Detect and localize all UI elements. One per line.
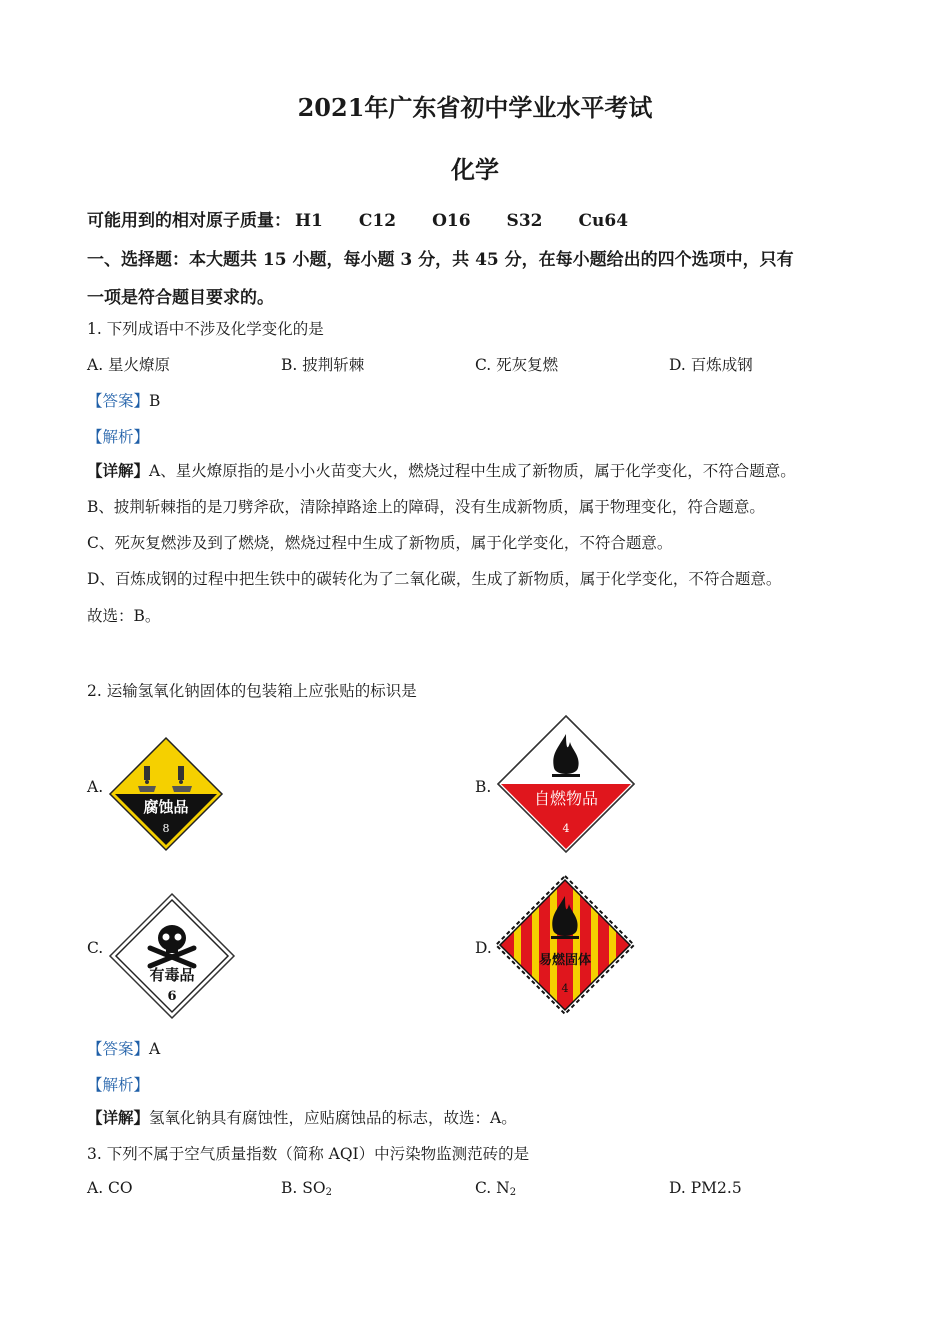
- sign-label: 易燃固体: [538, 953, 592, 968]
- sign-label: 自燃物品: [533, 789, 599, 808]
- q3-option-d: D. PM2.5: [669, 1179, 742, 1197]
- atomic-mass-item: O16: [432, 211, 471, 231]
- q1-detail-line: 故选：B。: [87, 607, 161, 625]
- sign-label: 腐蚀品: [143, 798, 189, 816]
- q2-answer: [87, 1037, 160, 1059]
- q3-option-b: [281, 1179, 332, 1198]
- answer-value: B: [149, 392, 161, 410]
- sign-label: 有毒品: [149, 966, 195, 984]
- q2-detail-line: [87, 1106, 517, 1128]
- atomic-mass-item: Cu64: [578, 211, 629, 231]
- answer-tag: 【答案】: [87, 1040, 150, 1058]
- q1-detail-line: D、百炼成钢的过程中把生铁中的碳转化为了二氧化碳，生成了新物质，属于化学变化，不符合题意。: [87, 570, 782, 588]
- q1-detail-line: C、死灰复燃涉及到了燃烧，燃烧过程中生成了新物质，属于化学变化，不符合题意。: [87, 534, 673, 552]
- q1-analysis-tag: 【解析】: [87, 428, 150, 446]
- atomic-mass-line: [87, 206, 664, 231]
- subject-title: 化学: [451, 155, 499, 184]
- q1-detail-line: [87, 459, 796, 481]
- q3-option-a: A. CO: [87, 1179, 133, 1197]
- atomic-mass-item: C12: [358, 211, 397, 231]
- q3-option-c: [475, 1179, 516, 1198]
- q2-stem: 2. 运输氢氧化钠固体的包装箱上应张贴的标识是: [87, 682, 417, 700]
- q2-option-b-letter: B.: [475, 778, 492, 796]
- atomic-mass-label: 可能用到的相对原子质量：: [87, 211, 291, 231]
- section-heading-line2: 一项是符合题目要求的。: [87, 288, 274, 308]
- q1-answer: [87, 389, 160, 411]
- detail-tag: 【详解】: [87, 1108, 150, 1127]
- subscript: 2: [509, 1187, 517, 1198]
- sign-class-number: 6: [167, 989, 177, 1004]
- sign-class-number: 4: [561, 982, 569, 995]
- q2-option-c-letter: C.: [87, 939, 104, 957]
- q1-detail-line: B、披荆斩棘指的是刀劈斧砍，清除掉路途上的障碍，没有生成新物质，属于物理变化，符合题意。: [87, 498, 765, 516]
- subscript: 2: [325, 1187, 332, 1198]
- answer-value: A: [149, 1040, 161, 1058]
- toxic-sign-icon: [108, 892, 236, 1020]
- detail-text: A、星火燎原指的是小小火苗变大火，燃烧过程中生成了新物质，属于化学变化，不符合题意。: [149, 462, 796, 480]
- section-heading-line1: 一、选择题：本大题共 15 小题，每小题 3 分，共 45 分，在每小题给出的四个选项中，只有: [87, 250, 794, 270]
- detail-text: 氢氧化钠具有腐蚀性，应贴腐蚀品的标志，故选：A。: [149, 1109, 517, 1127]
- corrosive-sign-icon: [108, 736, 224, 852]
- q1-option-d: D. 百炼成钢: [669, 356, 753, 374]
- flammable-solid-sign-icon: [494, 874, 636, 1016]
- option-text: B. SO: [281, 1179, 326, 1197]
- spontaneous-combustion-sign-icon: [496, 714, 636, 854]
- q1-option-a: A. 星火燎原: [87, 356, 171, 374]
- exam-title: 2021年广东省初中学业水平考试: [297, 93, 653, 122]
- q2-analysis-tag: 【解析】: [87, 1076, 150, 1094]
- sign-class-number: 4: [562, 822, 570, 835]
- q3-stem: 3. 下列不属于空气质量指数（简称 AQI）中污染物监测范砖的是: [87, 1145, 530, 1163]
- q2-option-d-letter: D.: [475, 939, 492, 957]
- detail-tag: 【详解】: [87, 461, 150, 480]
- sign-class-number: 8: [162, 822, 170, 835]
- q1-stem: 1. 下列成语中不涉及化学变化的是: [87, 320, 324, 338]
- atomic-mass-item: H1: [295, 211, 323, 231]
- q1-option-c: C. 死灰复燃: [475, 356, 559, 374]
- option-text: C. N: [475, 1179, 510, 1197]
- answer-tag: 【答案】: [87, 392, 150, 410]
- atomic-mass-item: S32: [506, 211, 543, 231]
- q2-option-a-letter: A.: [87, 778, 104, 796]
- q1-option-b: B. 披荆斩棘: [281, 356, 365, 374]
